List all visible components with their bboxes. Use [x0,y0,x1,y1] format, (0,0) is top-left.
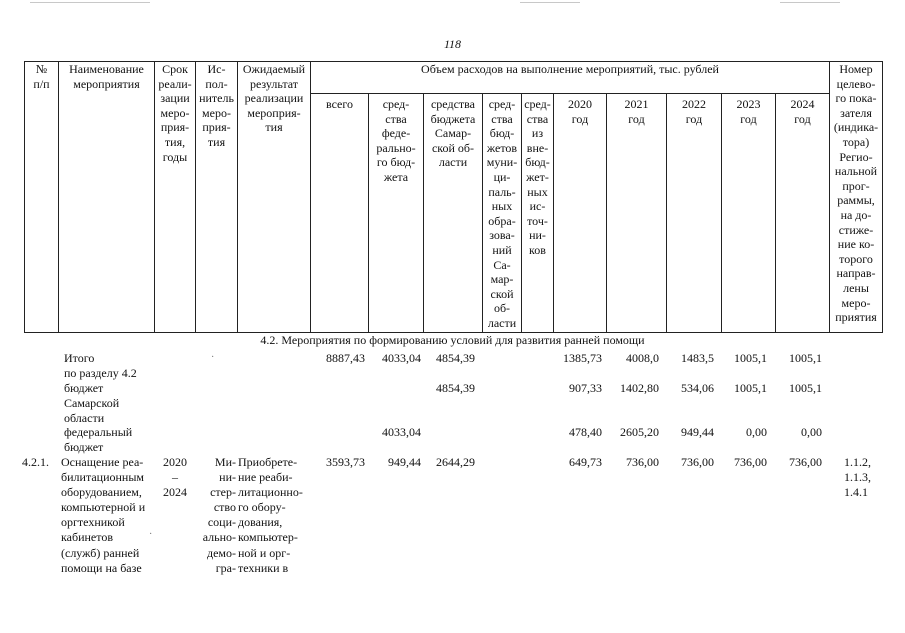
cell-regional: 4854,39 [436,381,475,395]
subheader-2020: 2020 год [568,97,592,126]
subheader-2022: 2022 год [682,97,706,126]
header-col-expenses: Объем расходов на выполнение мероприятий, тыс. рублей [421,62,719,76]
col-border [606,94,607,333]
cell-2023: 1005,1 [734,351,767,365]
header-col-indicator: Номер целево- го пока- зателя (индика- тора) Регио- нальной прог- раммы, на до- стиже- ние ко- торого направ- лены меро- приятия [833,62,879,325]
cell-2024: 1005,1 [789,381,822,395]
cell-2023: 736,00 [734,455,767,469]
cell-total: 3593,73 [326,455,365,469]
header-col-number: № п/п [33,62,50,91]
cell-2023: 0,00 [746,425,767,439]
row-label-total: Итого по разделу 4.2 [64,351,137,381]
cell-federal: 949,44 [388,455,421,469]
subheader-regional: средства бюджета Самар- ской об- ласти [430,97,476,170]
scan-speck: · [149,529,153,540]
cell-2022: 949,44 [681,425,714,439]
scan-mark [780,2,840,3]
row-label-federal-budget: федеральный бюджет [64,425,133,455]
page-number: 118 [443,37,462,51]
item-number: 4.2.1. [22,455,49,469]
subheader-divider [310,93,829,94]
subheader-federal: сред- ства феде- рально- го бюд- жета [376,97,416,184]
col-border [24,61,25,333]
cell-federal: 4033,04 [382,425,421,439]
cell-regional: 4854,39 [436,351,475,365]
header-col-executor: Ис- пол- нитель меро- прия- тия [199,62,234,149]
cell-regional: 2644,29 [436,455,475,469]
subheader-municipal: сред- ства бюд- жетов муни- ци- паль- ных обра- зова- ний Са- мар- ской об- ласти [486,97,518,330]
subheader-total: всего [325,97,354,111]
cell-2020: 907,33 [569,381,602,395]
cell-2024: 0,00 [801,425,822,439]
scan-mark [30,2,150,3]
header-col-name: Наименование мероприятия [69,62,144,91]
item-term: 2020 – 2024 [163,455,187,500]
cell-2024: 1005,1 [789,351,822,365]
col-border [721,94,722,333]
subheader-2021: 2021 год [624,97,649,126]
item-indicator: 1.1.2, 1.1.3, 1.4.1 [844,455,871,500]
cell-2020: 1385,73 [563,351,602,365]
cell-2021: 4008,0 [626,351,659,365]
cell-2024: 736,00 [789,455,822,469]
cell-2021: 736,00 [626,455,659,469]
cell-2020: 649,73 [569,455,602,469]
subheader-2023: 2023 год [736,97,761,126]
scan-speck: · [211,352,215,363]
item-result: Приобрете- ние реаби- литационно- го обору- дования, компьютер- ной и орг- техники в [238,455,303,575]
cell-2022: 736,00 [681,455,714,469]
header-col-result: Ожидаемый результат реализации мероприя- тия [242,62,306,135]
cell-2021: 1402,80 [620,381,659,395]
section-title: 4.2. Мероприятия по формированию условий для развития ранней помощи [260,333,645,347]
subheader-extrabudget: сред- ства из вне- бюд- жет- ных ис- точ- ни- ков [524,97,551,257]
cell-2020: 478,40 [569,425,602,439]
cell-2022: 534,06 [681,381,714,395]
cell-total: 8887,43 [326,351,365,365]
cell-federal: 4033,04 [382,351,421,365]
cell-2022: 1483,5 [681,351,714,365]
cell-2023: 1005,1 [734,381,767,395]
col-border [58,61,59,333]
scan-mark [520,2,580,3]
col-border [882,61,883,333]
item-name: Оснащение реа- билитационным оборудованием, компьютерной и оргтехникой кабинетов (служб) ранней помощи на базе [61,455,146,575]
col-border [666,94,667,333]
cell-2021: 2605,20 [620,425,659,439]
header-col-term: Срок реали- зации меро- прия- тия, годы [158,62,192,164]
col-border [553,94,554,333]
row-label-regional-budget: бюджет Самарской области [64,381,120,426]
col-border [775,94,776,333]
item-executor: Ми- ни- стер- ство соци- ально- демо- гра- [202,455,236,575]
subheader-2024: 2024 год [790,97,815,126]
